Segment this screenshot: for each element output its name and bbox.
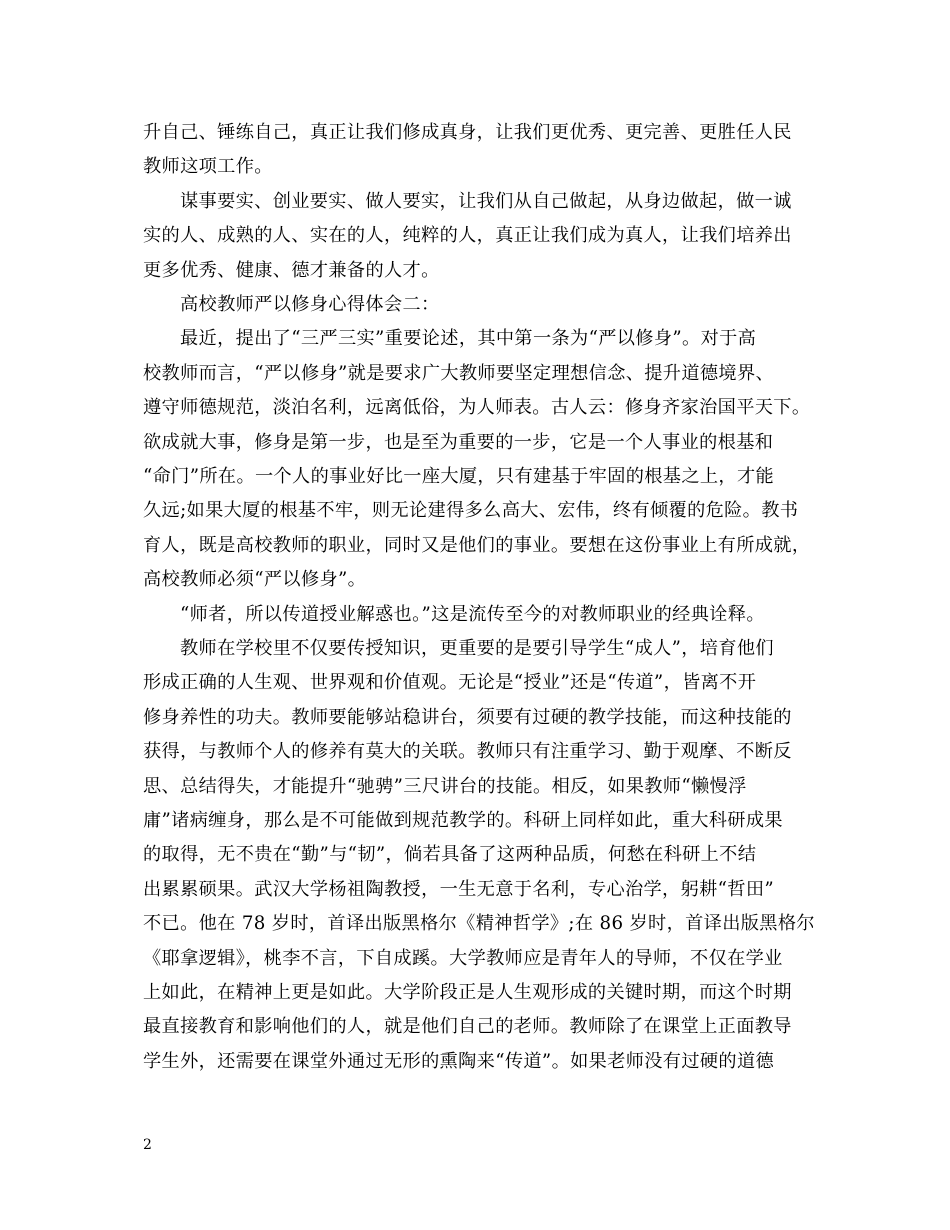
text-line: 教师这项工作。 bbox=[143, 156, 273, 178]
text-line: 形成正确的人生观、世界观和价值观。无论是“授业”还是“传道”，皆离不开 bbox=[143, 672, 757, 694]
text-line: 出累累硕果。武汉大学杨祖陶教授，一生无意于名利，专心治学，躬耕“哲田” bbox=[143, 878, 775, 900]
text-line: 高校教师必须“严以修身”。 bbox=[143, 569, 367, 591]
text-line: “师者，所以传道授业解惑也。”这是流传至今的对教师职业的经典诠释。 bbox=[180, 603, 765, 625]
text-line: 最近，提出了“三严三实”重要论述，其中第一条为“严以修身”。对于高 bbox=[180, 328, 757, 350]
text-line: 《耶拿逻辑》，桃李不言，下自成蹊。大学教师应是青年人的导师，不仅在学业 bbox=[143, 947, 783, 969]
text-line: 庸”诸病缠身，那么是不可能做到规范教学的。科研上同样如此，重大科研成果 bbox=[143, 810, 783, 831]
text-line: 学生外，还需要在课堂外通过无形的熏陶来“传道”。如果老师没有过硬的道德 bbox=[143, 1050, 775, 1072]
text-line: 育人，既是高校教师的职业，同时又是他们的事业。要想在这份事业上有所成就， bbox=[143, 534, 811, 556]
text-line: 更多优秀、健康、德才兼备的人才。 bbox=[143, 259, 440, 281]
text-line: 谋事要实、创业要实、做人要实，让我们从自己做起，从身边做起，做一诚 bbox=[180, 190, 792, 212]
text-line: 修身养性的功夫。教师要能够站稳讲台，须要有过硬的教学技能，而这种技能的 bbox=[143, 706, 792, 728]
text-line: 教师在学校里不仅要传授知识，更重要的是要引导学生“成人”，培育他们 bbox=[180, 638, 774, 659]
text-line: 欲成就大事，修身是第一步，也是至为重要的一步，它是一个人事业的根基和 bbox=[143, 431, 774, 453]
text-line: 升自己、锤练自己，真正让我们修成真身，让我们更优秀、更完善、更胜任人民 bbox=[143, 122, 792, 143]
text-line: 实的人、成熟的人、实在的人，纯粹的人，真正让我们成为真人，让我们培养出 bbox=[143, 225, 792, 247]
text-line: 最直接教育和影响他们的人，就是他们自己的老师。教师除了在课堂上正面教导 bbox=[143, 1016, 792, 1038]
text-line: 遵守师德规范，淡泊名利，远离低俗，为人师表。古人云：修身齐家治国平天下。 bbox=[143, 397, 811, 419]
text-line: 思、总结得失，才能提升“驰骋”三尺讲台的技能。相反，如果教师“懒慢浮 bbox=[143, 775, 747, 797]
page-number: 2 bbox=[143, 1137, 152, 1153]
text-line: 校教师而言，“严以修身”就是要求广大教师要坚定理想信念、提升道德境界、 bbox=[143, 362, 775, 384]
text-line: 上如此，在精神上更是如此。大学阶段正是人生观形成的关键时期，而这个时期 bbox=[143, 982, 792, 1003]
text-line: 不已。他在 78 岁时，首译出版黑格尔《精神哲学》;在 86 岁时，首译出版黑格尔 bbox=[143, 913, 815, 935]
text-line: 高校教师严以修身心得体会二： bbox=[180, 294, 440, 315]
text-line: “命门”所在。一个人的事业好比一座大厦，只有建基于牢固的根基之上，才能 bbox=[143, 466, 775, 487]
text-line: 的取得，无不贵在“勤”与“韧”，倘若具备了这两种品质，何愁在科研上不结 bbox=[143, 844, 757, 866]
text-line: 久远;如果大厦的根基不牢，则无论建得多么高大、宏伟，终有倾覆的危险。教书 bbox=[143, 500, 799, 522]
text-line: 获得，与教师个人的修养有莫大的关联。教师只有注重学习、勤于观摩、不断反 bbox=[143, 741, 792, 763]
